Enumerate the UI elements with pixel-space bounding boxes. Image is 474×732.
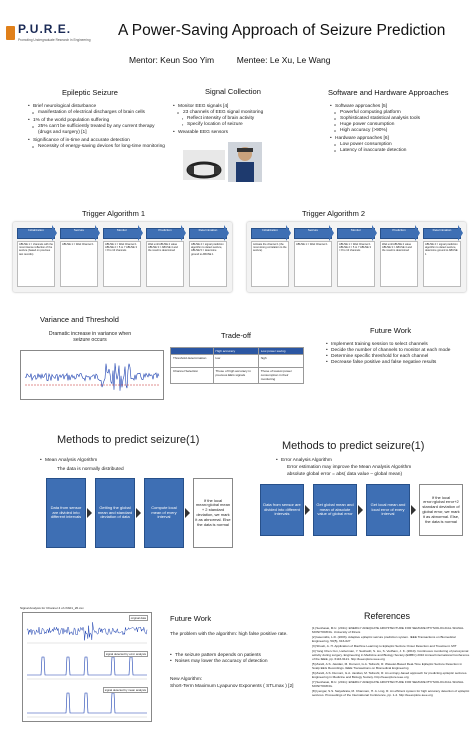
trigger-step-body: ABUSE 4 = signal prediction algorithm to detect seizure, ABUSE 5 = determine ground to ABUSE 1 (189, 241, 227, 287)
software-item: • Software approaches [5] (330, 104, 470, 110)
tradeoff-cell: Channel Selection (171, 368, 214, 384)
reference-item: [6] Zandi, A.S. Dumont, G.A. Javidan, M. Tafreshi, R. An entropy-based approach for predicting epileptic seizures. Engineering in Medicine and Biology Society. http://ieeexplore.ieee.org (312, 671, 468, 679)
future2-heading: Future Work (170, 614, 212, 623)
logo-subtext: Promoting Undergraduate Research in Engineering (18, 38, 91, 42)
flow-arrow-icon (329, 225, 334, 241)
future1-item: • Decide the number of channels to monitor at each mode (326, 348, 466, 354)
references-heading: References (364, 611, 411, 621)
signal-item: • Wearable EEG sensors (173, 130, 313, 136)
signal-heading: Signal Collection (205, 87, 261, 96)
methods1-note: The data is normally distributed (57, 467, 124, 472)
tradeoff-col-accuracy: High accuracy (213, 348, 258, 355)
signal-item: o 23 channels of EEG signal monitoring (173, 110, 313, 116)
flow-arrow-icon (286, 225, 291, 241)
method-step: If the local mean>global mean + 2 standard deviation, we mark it as abnormal. Else the data is normal (193, 478, 233, 548)
variance-plot-svg (21, 351, 163, 399)
flow-arrow-icon (358, 505, 363, 515)
trigger-step-title: Seizure (294, 228, 332, 239)
method-step: Get local mean and local error of every interval (366, 484, 410, 536)
flow-arrow-icon (458, 225, 463, 241)
epileptic-item: o Necessity of energy-saving devices for long-time monitoring (28, 144, 166, 150)
future1-item: • Decrease false positive and false negative results (326, 360, 466, 366)
flow-arrow-icon (415, 225, 420, 241)
plot-caption: Signal Analysis for Channel 4 of chb01_26.csv (20, 606, 84, 610)
poster-title: A Power-Saving Approach of Seizure Prediction (118, 22, 446, 39)
methods2-flowchart (260, 480, 470, 560)
trigger-step-body: ABUSE 4 = signal prediction algorithm to detect seizure, determine ground to ABUSE 1 (423, 241, 461, 287)
software-item: • Hardware approaches [6] (330, 136, 470, 142)
methods2-heading: Methods to predict seizure(1) (282, 440, 425, 452)
method-step: Getting the global mean and standard deviation of data (95, 478, 135, 548)
mentees-names: Mentee: Le Xu, Le Wang (236, 55, 331, 65)
reference-item: [4] Yang Chen-Yen, Lieberman, Y. Seshadri, S. Liu, S. Vedham, J. K. (2010). Continuous monitoring of paroxysmal activity during surgery. Engineering in Medicine and Biology Society (EMBC) 2010 Annual International Conference of the IEEE, pp. 6116-6121. http://ieeexplore.ieee.org (312, 649, 470, 661)
software-item: o Sophisticated statistical analysis tools (330, 116, 470, 122)
trigger2-flowchart (247, 222, 466, 292)
reference-item: [3] Shoeb, A. H. Application of Machine Learning to Epileptic Seizure Onset Detection and Treatment. MIT (312, 644, 457, 648)
software-item: o Huge power consumption (330, 122, 470, 128)
trigger-step-body: ABUSE 1 = Wait Channel 1 (60, 241, 98, 287)
signal-analysis-svg (23, 613, 151, 721)
epileptic-item: o 25% can't be sufficiently treated by any current therapy (drugs and surgery) [1] (28, 124, 166, 136)
methods2-list (276, 458, 466, 464)
references-list (312, 626, 470, 698)
method-step: Compute local mean of every interval (144, 478, 184, 548)
methods1-list (40, 458, 200, 464)
mentor-name: Mentor: Keun Soo Yim (129, 55, 215, 65)
epileptic-item: o manifestation of electrical discharges of brain cells (28, 110, 166, 116)
future2-new-algo: New Algorithm: (170, 677, 203, 682)
tradeoff-cell: high (258, 355, 303, 368)
trigger-step-body: Activate the channel 1 (the most strong correlation to the seizure) (251, 241, 289, 287)
reference-item: [1] Seshasai, M.U. (2011): ENERGY ADEQUATE ARCHITECTURE FOR SEIZURE PHYSIOLOGICAL SIGNAL MONITORING. University of Illinois (312, 626, 464, 634)
tradeoff-cell: Those of high accuracy in previous EEG signals (213, 368, 258, 384)
software-item: o High accuracy (>90%) (330, 128, 470, 134)
methods2-algo: • Error Analysis Algorithm (276, 458, 466, 464)
variance-heading: Variance and Threshold (40, 315, 119, 324)
method-step: Data from sensor are divided into different intervals (46, 478, 86, 548)
epileptic-item: • 1% of the world population suffering (28, 118, 166, 124)
flow-arrow-icon (305, 505, 310, 515)
future2-stlmax: Short-Term Maximum Lyapunov Exponents ( STLmax ) [2] (170, 684, 294, 689)
signal-analysis-plot (22, 612, 152, 722)
flow-arrow-icon (372, 225, 377, 241)
plot-legend-error: signal detected by error analysis (105, 652, 146, 656)
method-step: Get global mean and mean of absolute value of global error (313, 484, 357, 536)
variance-plot (20, 350, 164, 400)
trigger-step-title: Monitor (103, 228, 141, 239)
plot-legend-original: original data (130, 616, 146, 620)
plot-legend-mean: signal detected by mean analysis (104, 688, 146, 692)
variance-description: Dramatic increase in variance when seizure occurs (48, 331, 132, 343)
eeg-headset-image (183, 150, 225, 180)
future2-item: • Noises may lower the accuracy of detection (170, 659, 300, 665)
trigger-step-body: ABUSE 1 = channels with the most intense reflection of the seizure (based on previous test records) (17, 241, 55, 287)
trigger-step-title: Initialization (17, 228, 55, 239)
method-step: Data from sensor are divided into different intervals (260, 484, 304, 536)
trigger2-heading: Trigger Algorithm 2 (302, 209, 366, 218)
methods2-note2: absolute global error = abs( data value – global mean) (287, 472, 403, 477)
flow-arrow-icon (95, 225, 100, 241)
future2-list (170, 653, 300, 665)
trigger-step-body: Wait until ABUSE 2 value ABUSE 3 = ABUSE 4 and the result is determined (146, 241, 184, 287)
trigger-step-title: Determination (189, 228, 227, 239)
reference-item: [7] Seshasai, M.U. (2011): ENERGY ADEQUATE ARCHITECTURE FOR SEIZURE PHYSIOLOGICAL SIGNAL MONITORING. (312, 680, 464, 688)
trigger-step-title: Monitor (337, 228, 375, 239)
epileptic-list (28, 102, 166, 150)
tradeoff-cell: Threshold determination (171, 355, 214, 368)
trigger-step-title: Initialization (251, 228, 289, 239)
flow-arrow-icon (181, 225, 186, 241)
signal-list (173, 102, 313, 136)
methods1-algo: • Mean Analysis Algorithm (40, 458, 200, 464)
trigger-step-body: ABUSE 1 = Wait Channel 1 ABUSE 2 = 5 to 7 ABUSE 3 = 8 to 10 channels (337, 241, 375, 287)
method-step: If the local error>global error+2 standard deviation of global error, we mark it as abnormal. Else, the data is normal (419, 484, 463, 536)
flow-arrow-icon (136, 508, 141, 518)
flow-arrow-icon (52, 225, 57, 241)
flow-arrow-icon (138, 225, 143, 241)
flow-arrow-icon (87, 508, 92, 518)
tradeoff-table (170, 347, 304, 384)
trigger1-heading: Trigger Algorithm 1 (82, 209, 146, 218)
epileptic-item: • Significance of in-time and accurate detection (28, 138, 166, 144)
software-item: o Powerful computing platform (330, 110, 470, 116)
future1-item: • Implement training session to select channels (326, 342, 466, 348)
trigger-step-title: Determination (423, 228, 461, 239)
reference-item: [5] Zandi, A.S. Javidan, M. Dumont, G.A. Tafreshi, R. Wavelet-Based Real-Time Epileptic Seizure Detection in Scalp EEG Recordings. IEEE Transactions on Biomedical Engineering (312, 662, 462, 670)
trigger-step-title: Prediction (146, 228, 184, 239)
trigger-step-body: ABUSE 1 = Wait Channel 1 (294, 241, 332, 287)
reference-item: [8] Iyengar, S.S. Satyabrata, M. Channam, H. A. Ling, R. An efficient system for high accuracy detection of epileptic seizures. Proceedings of the International Conference, pp. 1-4. http://ieeexplore.ieee.org (312, 689, 470, 697)
future1-list (326, 342, 466, 366)
flow-arrow-icon (224, 225, 229, 241)
reference-item: [2] Iasemidis, L.D. (2003). Adaptive epileptic seizure prediction system. IEEE Transactions on Biomedical Engineering, 50(5), 616-627 (312, 635, 456, 643)
software-item: o Low power consumption (330, 142, 470, 148)
methods1-flowchart (46, 474, 236, 554)
tradeoff-col-power: Low power saving (258, 348, 303, 355)
future2-intro: The problem with the algorithm: high false positive rate. (170, 632, 288, 637)
tradeoff-col-empty (171, 348, 214, 355)
trigger-step-title: Seizure (60, 228, 98, 239)
software-item: o Latency of inaccurate detection (330, 148, 470, 154)
tradeoff-cell: Those of lowest power consumption in their monitoring (258, 368, 303, 384)
signal-item: ▪ Specify location of seizure (173, 122, 313, 128)
mentors-line (129, 55, 331, 65)
person-wearing-sensor-image (228, 142, 262, 182)
signal-item: • Monitor EEG signals [4] (173, 104, 313, 110)
tradeoff-heading: Trade-off (221, 331, 252, 340)
logo-mark (6, 26, 15, 40)
future1-heading: Future Work (370, 326, 412, 335)
flow-arrow-icon (185, 508, 190, 518)
epileptic-item: • Brief neurological disturbance (28, 104, 166, 110)
future2-item: • The seizure pattern depends on patients (170, 653, 300, 659)
flow-arrow-icon (411, 505, 416, 515)
software-list (330, 102, 470, 154)
trigger-step-body: ABUSE 1 = Wait Channel 1 ABUSE 2 = 5 to 7 ABUSE 3 = 8 to 10 channels (103, 241, 141, 287)
future1-item: • Determine specific threshold for each channel (326, 354, 466, 360)
logo-text: P.U.R.E. (18, 22, 72, 36)
trigger1-flowchart (13, 222, 232, 292)
epileptic-heading: Epileptic Seizure (62, 88, 118, 97)
trigger-step-body: Wait until ABUSE 2 value ABUSE 3 = ABUSE 4 and the result is determined (380, 241, 418, 287)
tradeoff-cell: low (213, 355, 258, 368)
methods1-heading: Methods to predict seizure(1) (57, 434, 200, 446)
methods2-note1: Error estimation may improve the Mean Analysis Algorithm (287, 465, 412, 470)
signal-item: ▪ Reflect intensity of brain activity (173, 116, 313, 122)
software-heading: Software and Hardware Approaches (328, 88, 449, 97)
trigger-step-title: Prediction (380, 228, 418, 239)
